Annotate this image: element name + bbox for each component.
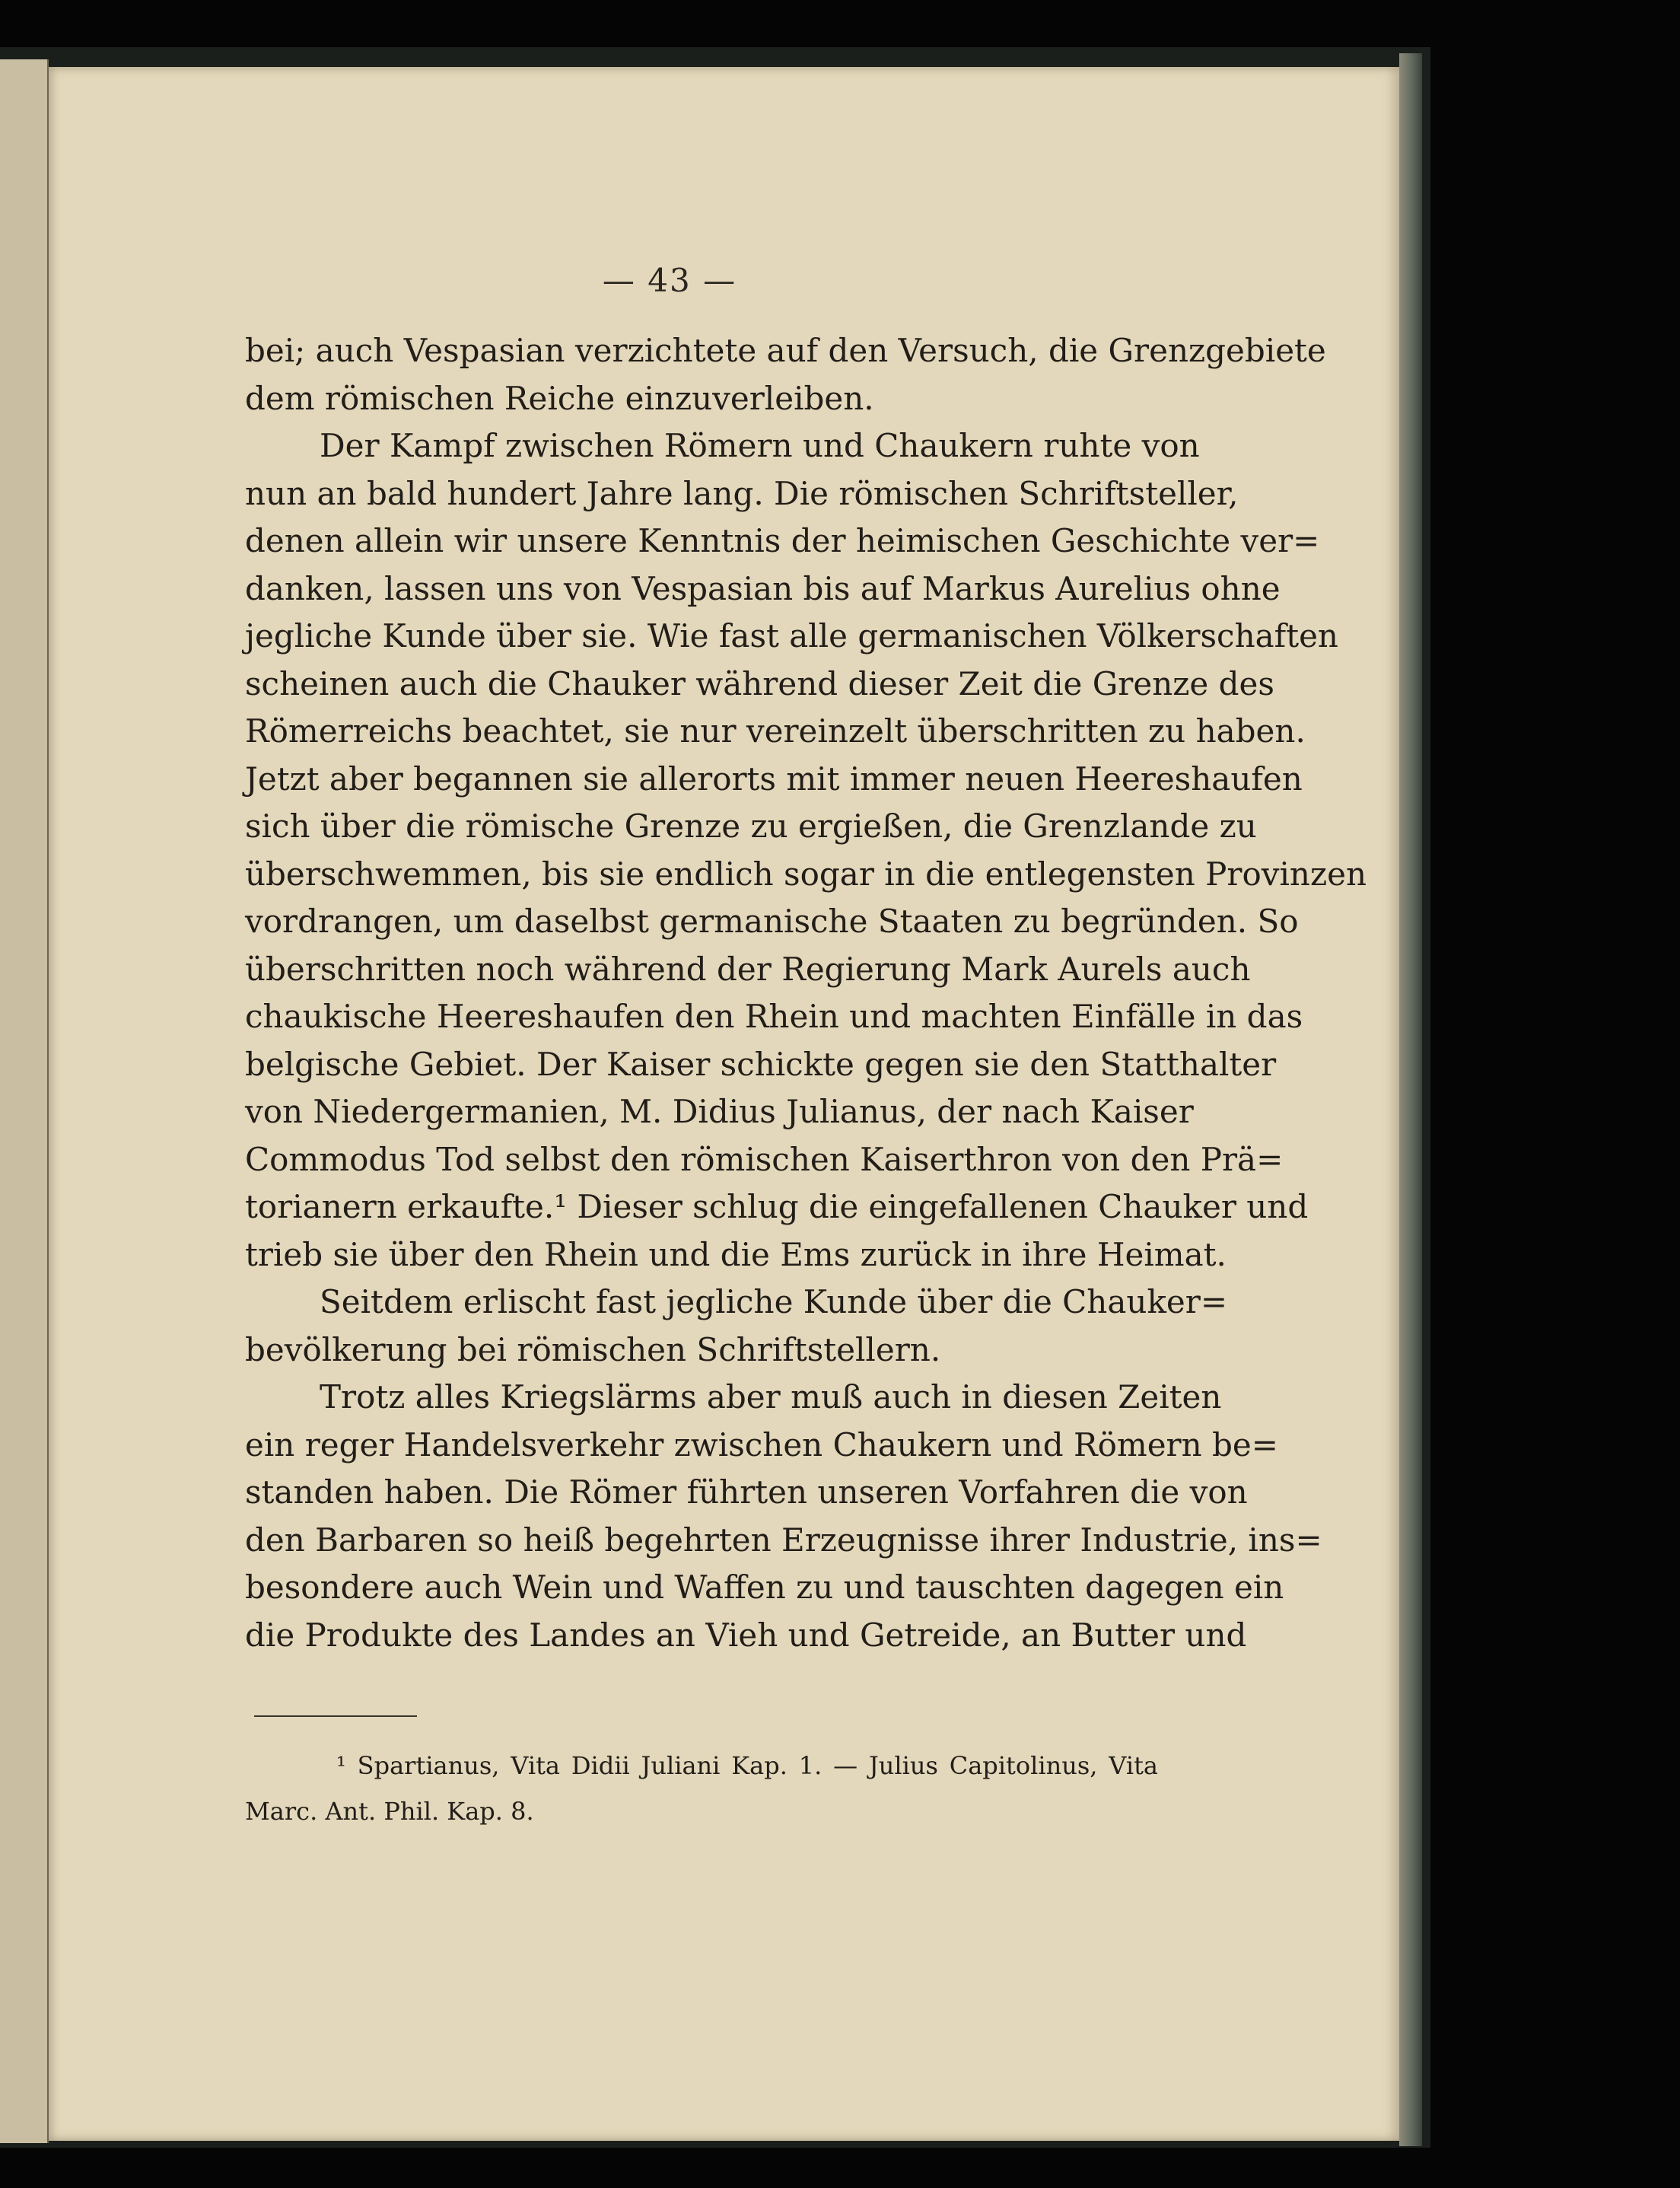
text-line: dem römischen Reiche einzuverleiben. [245,379,874,417]
text-line: Trotz alles Kriegslärms aber muß auch in diesen Zeiten [320,1378,1222,1416]
text-line: Römerreichs beachtet, sie nur vereinzelt überschritten zu haben. [245,712,1306,750]
text-line: scheinen auch die Chauker während dieser Zeit die Grenze des [245,664,1274,702]
text-line: Jetzt aber begannen sie allerorts mit immer neuen Heereshaufen [245,760,1303,798]
text-line: belgische Gebiet. Der Kaiser schickte gegen sie den Statthalter [245,1045,1277,1083]
text-line: standen haben. Die Römer führten unseren Vorfahren die von [245,1473,1248,1511]
text-line: besondere auch Wein und Waffen zu und tauschten dagegen ein [245,1569,1284,1606]
text-line: bevölkerung bei römischen Schriftstellern. [245,1330,941,1368]
text-line: von Niedergermanien, M. Didius Julianus, der nach Kaiser [245,1093,1194,1130]
text-line: überschritten noch während der Regierung Mark Aurels auch [245,950,1251,988]
page-block-edge [1399,53,1422,2146]
text-line: überschwemmen, bis sie endlich sogar in die entlegensten Provinzen [245,855,1367,893]
body-text [245,327,1367,1659]
text-line: Der Kampf zwischen Römern und Chaukern ruhte von [320,427,1200,464]
text-line: jegliche Kunde über sie. Wie fast alle germanischen Völkerschaften [245,617,1338,654]
text-line: ein reger Handelsverkehr zwischen Chaukern und Römern be= [245,1425,1278,1463]
text-line: torianern erkaufte.¹ Dieser schlug die eingefallenen Chauker und [245,1188,1309,1225]
text-line: vordrangen, um daselbst germanische Staaten zu begründen. So [245,903,1299,940]
text-line: den Barbaren so heiß begehrten Erzeugnisse ihrer Industrie, ins= [245,1521,1322,1559]
page-number: — 43 — [602,262,737,299]
text-line: trieb sie über den Rhein und die Ems zurück in ihre Heimat. [245,1235,1227,1273]
footnote-divider [254,1715,417,1717]
text-line: Seitdem erlischt fast jegliche Kunde über die Chauker= [320,1283,1228,1320]
text-line: Commodus Tod selbst den römischen Kaiserthron von den Prä= [245,1140,1284,1178]
facing-page-edge [0,59,49,2143]
text-line: denen allein wir unsere Kenntnis der heimischen Geschichte ver= [245,522,1320,559]
text-line: sich über die römische Grenze zu ergießen, die Grenzlande zu [245,807,1257,845]
text-line: die Produkte des Landes an Vieh und Getreide, an Butter und [245,1616,1247,1654]
footnote-line: ¹ Spartianus, Vita Didii Juliani Kap. 1. — Julius Capitolinus, Vita [336,1751,1158,1780]
text-line: danken, lassen uns von Vespasian bis auf Markus Aurelius ohne [245,569,1281,607]
text-line: chaukische Heereshaufen den Rhein und machten Einfälle in das [245,998,1303,1035]
text-line: nun an bald hundert Jahre lang. Die römischen Schriftsteller, [245,474,1239,512]
footnote-line: Marc. Ant. Phil. Kap. 8. [245,1797,534,1826]
footnote [245,1743,1158,1834]
text-line: bei; auch Vespasian verzichtete auf den Versuch, die Grenzgebiete [245,332,1326,369]
